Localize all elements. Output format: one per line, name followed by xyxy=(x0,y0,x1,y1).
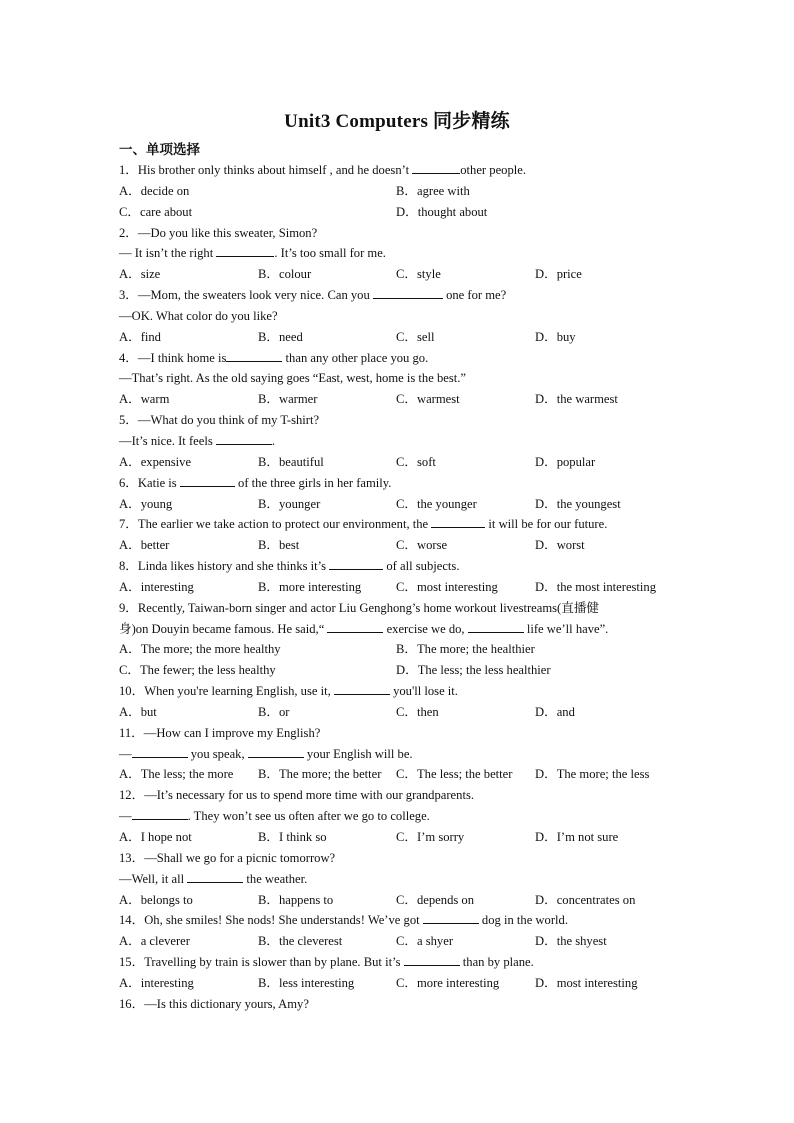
option-a[interactable]: A．find xyxy=(119,329,161,344)
question-10-text-end: you'll lose it. xyxy=(389,684,458,699)
question-16-line-1: 16．—Is this dictionary yours, Amy? xyxy=(119,996,309,1011)
option-b[interactable]: B．less interesting xyxy=(258,975,355,990)
question-5-text: —It’s nice. It feels xyxy=(119,433,216,448)
answer-blank xyxy=(412,160,460,174)
option-a[interactable]: A．expensive xyxy=(119,454,192,469)
question-9-text-end: life we’ll have”. xyxy=(523,621,609,636)
option-b[interactable]: B．more interesting xyxy=(258,579,362,594)
option-b[interactable]: B．need xyxy=(258,329,303,344)
option-b[interactable]: B．or xyxy=(258,704,290,719)
answer-blank xyxy=(226,348,282,362)
question-3-line-1 xyxy=(119,285,684,306)
question-2-text-end: . It’s too small for me. xyxy=(274,246,386,261)
question-15-stem xyxy=(119,952,684,973)
question-11-line-2 xyxy=(119,744,684,765)
question-9-options-row-1 xyxy=(119,639,684,660)
question-3-text: 3．—Mom, the sweaters look very nice. Can you xyxy=(119,288,373,303)
option-d[interactable]: D．thought about xyxy=(396,204,488,219)
option-a[interactable]: A．better xyxy=(119,538,170,553)
option-a[interactable]: A．decide on xyxy=(119,183,190,198)
question-13-text: —Well, it all xyxy=(119,871,188,886)
question-14-text-end: dog in the world. xyxy=(478,913,568,928)
question-4-text-end: than any other place you go. xyxy=(282,350,429,365)
question-15-text: 15．Travelling by train is slower than by plane. But it’s xyxy=(119,955,404,970)
question-15-text-end: than by plane. xyxy=(459,955,534,970)
option-d[interactable]: D．the youngest xyxy=(535,496,621,511)
option-b[interactable]: B．colour xyxy=(258,267,312,282)
option-c[interactable]: C．more interesting xyxy=(396,975,500,990)
question-9-options-row-2 xyxy=(119,660,684,681)
question-4-line-1 xyxy=(119,348,684,369)
option-b[interactable]: B．I think so xyxy=(258,830,327,844)
answer-blank xyxy=(180,473,235,487)
option-a[interactable]: A．warm xyxy=(119,392,170,407)
option-d[interactable]: D．the most interesting xyxy=(535,579,657,594)
option-c[interactable]: C．the younger xyxy=(396,496,477,511)
question-13-line-1: 13．—Shall we go for a picnic tomorrow? xyxy=(119,850,336,865)
option-d[interactable]: D．and xyxy=(535,704,575,719)
option-d[interactable]: D．I’m not sure xyxy=(535,830,619,844)
answer-blank xyxy=(334,681,390,695)
option-c[interactable]: C．style xyxy=(396,267,441,282)
answer-blank xyxy=(248,744,304,758)
option-a[interactable]: A．interesting xyxy=(119,579,194,594)
option-a[interactable]: A．The more; the more healthy xyxy=(119,642,281,657)
question-14-stem xyxy=(119,910,684,931)
option-c[interactable]: C．The less; the better xyxy=(396,767,513,782)
question-1-options-row-2 xyxy=(119,202,684,223)
question-1-options-row-1 xyxy=(119,181,684,202)
option-c[interactable]: C．warmest xyxy=(396,392,460,407)
option-d[interactable]: D．most interesting xyxy=(535,975,638,990)
question-2-line-2 xyxy=(119,243,684,264)
option-c[interactable]: C．sell xyxy=(396,329,435,344)
answer-blank xyxy=(404,952,460,966)
answer-blank xyxy=(132,806,188,820)
question-5-line-2 xyxy=(119,431,684,452)
question-4-text: 4．—I think home is xyxy=(119,350,227,365)
option-d[interactable]: D．the shyest xyxy=(535,934,607,949)
option-d[interactable]: D．the warmest xyxy=(535,392,618,407)
question-1-text-end: other people. xyxy=(460,163,526,177)
answer-blank xyxy=(423,910,479,924)
question-2-options xyxy=(119,264,684,285)
option-c[interactable]: C．soft xyxy=(396,454,436,469)
question-7-options xyxy=(119,535,684,556)
option-d[interactable]: D．buy xyxy=(535,329,576,344)
option-a[interactable]: A．The less; the more xyxy=(119,767,234,782)
question-3-line-2: —OK. What color do you like? xyxy=(119,308,278,323)
question-12-options xyxy=(119,827,684,848)
question-3-text-end: one for me? xyxy=(442,288,507,303)
option-d[interactable]: D．The less; the less healthier xyxy=(396,663,551,678)
question-11-text-mid: you speak, xyxy=(187,746,248,761)
question-10-options xyxy=(119,702,684,723)
question-8-text-end: of all subjects. xyxy=(383,559,460,574)
question-12-line-1: 12．—It’s necessary for us to spend more time with our grandparents. xyxy=(119,788,474,803)
question-list xyxy=(119,160,684,1015)
option-a[interactable]: A．I hope not xyxy=(119,830,192,844)
option-c[interactable]: C．The fewer; the less healthy xyxy=(119,663,276,678)
question-10-stem xyxy=(119,681,684,702)
question-13-line-2 xyxy=(119,869,684,890)
option-b[interactable]: B．happens to xyxy=(258,892,334,907)
answer-blank xyxy=(373,285,443,299)
question-9-line-2 xyxy=(119,619,684,640)
answer-blank xyxy=(132,744,188,758)
option-c[interactable]: C．care about xyxy=(119,204,193,219)
question-5-text-end: . xyxy=(271,433,276,448)
question-1-stem xyxy=(119,160,684,181)
option-b[interactable]: B．the cleverest xyxy=(258,934,343,949)
option-d[interactable]: D．price xyxy=(535,267,582,282)
option-b[interactable]: B．younger xyxy=(258,496,321,511)
option-c[interactable]: C．most interesting xyxy=(396,579,498,594)
answer-blank xyxy=(329,556,383,570)
question-4-options xyxy=(119,389,684,410)
question-9-line-1: 9．Recently, Taiwan-born singer and actor Liu Genghong’s home workout livestreams(直播健 xyxy=(119,600,600,615)
question-11-text: — xyxy=(119,746,132,761)
answer-blank xyxy=(216,243,274,257)
option-a[interactable]: A．a cleverer xyxy=(119,934,190,949)
option-b[interactable]: B．best xyxy=(258,538,300,553)
option-d[interactable]: D．popular xyxy=(535,454,596,469)
option-c[interactable]: C．depends on xyxy=(396,892,475,907)
answer-blank xyxy=(216,431,272,445)
option-c[interactable]: C．I’m sorry xyxy=(396,830,465,844)
question-2-text: — It isn’t the right xyxy=(119,246,217,261)
question-4-line-2: —That’s right. As the old saying goes “East, west, home is the best.” xyxy=(119,371,466,386)
question-7-text: 7．The earlier we take action to protect our environment, the xyxy=(119,517,432,532)
question-1-text: 1．His brother only thinks about himself , and he doesn’t xyxy=(119,163,413,177)
option-c[interactable]: C．worse xyxy=(396,538,448,553)
question-11-text-end: your English will be. xyxy=(303,746,413,761)
option-c[interactable]: C．then xyxy=(396,704,439,719)
option-d[interactable]: D．worst xyxy=(535,538,585,553)
option-b[interactable]: B．The more; the better xyxy=(258,767,382,782)
question-6-text-end: of the three girls in her family. xyxy=(234,475,392,490)
question-9-text-mid: exercise we do, xyxy=(383,621,468,636)
page-title: Unit3 Computers 同步精练 xyxy=(284,111,510,132)
question-13-options xyxy=(119,890,684,911)
question-5-options xyxy=(119,452,684,473)
option-b[interactable]: B．warmer xyxy=(258,392,318,407)
answer-blank xyxy=(468,619,524,633)
option-d[interactable]: D．The more; the less xyxy=(535,767,650,782)
question-12-line-2 xyxy=(119,806,684,827)
option-a[interactable]: A．but xyxy=(119,704,157,719)
option-b[interactable]: B．The more; the healthier xyxy=(396,642,535,657)
option-d[interactable]: D．concentrates on xyxy=(535,892,636,907)
question-14-text: 14．Oh, she smiles! She nods! She understands! We’ve got xyxy=(119,913,423,928)
question-3-options xyxy=(119,327,684,348)
question-5-line-1: 5．—What do you think of my T-shirt? xyxy=(119,413,320,428)
question-10-text: 10．When you're learning English, use it, xyxy=(119,684,334,699)
option-a[interactable]: A．belongs to xyxy=(119,892,193,907)
question-2-line-1: 2．—Do you like this sweater, Simon? xyxy=(119,225,318,240)
question-6-stem xyxy=(119,473,684,494)
question-11-line-1: 11．—How can I improve my English? xyxy=(119,725,321,740)
option-b[interactable]: B．beautiful xyxy=(258,454,324,469)
section-heading: 一、单项选择 xyxy=(119,142,200,157)
question-11-options xyxy=(119,764,684,785)
option-c[interactable]: C．a shyer xyxy=(396,934,454,949)
question-8-text: 8．Linda likes history and she thinks it’s xyxy=(119,559,330,574)
answer-blank xyxy=(327,619,383,633)
question-7-stem xyxy=(119,514,684,535)
option-a[interactable]: A．young xyxy=(119,496,173,511)
option-b[interactable]: B．agree with xyxy=(396,183,470,198)
question-9-text: 身)on Douyin became famous. He said,“ xyxy=(119,621,328,636)
question-7-text-end: it will be for our future. xyxy=(485,517,608,532)
question-12-text-end: . They won’t see us often after we go to college. xyxy=(187,809,430,824)
question-14-options xyxy=(119,931,684,952)
option-a[interactable]: A．size xyxy=(119,267,161,282)
answer-blank xyxy=(431,514,485,528)
question-12-text: — xyxy=(119,809,132,824)
option-a[interactable]: A．interesting xyxy=(119,975,194,990)
question-6-options xyxy=(119,494,684,515)
question-8-stem xyxy=(119,556,684,577)
question-6-text: 6．Katie is xyxy=(119,475,180,490)
question-8-options xyxy=(119,577,684,598)
question-15-options xyxy=(119,973,684,994)
question-13-text-end: the weather. xyxy=(243,871,308,886)
answer-blank xyxy=(187,869,243,883)
